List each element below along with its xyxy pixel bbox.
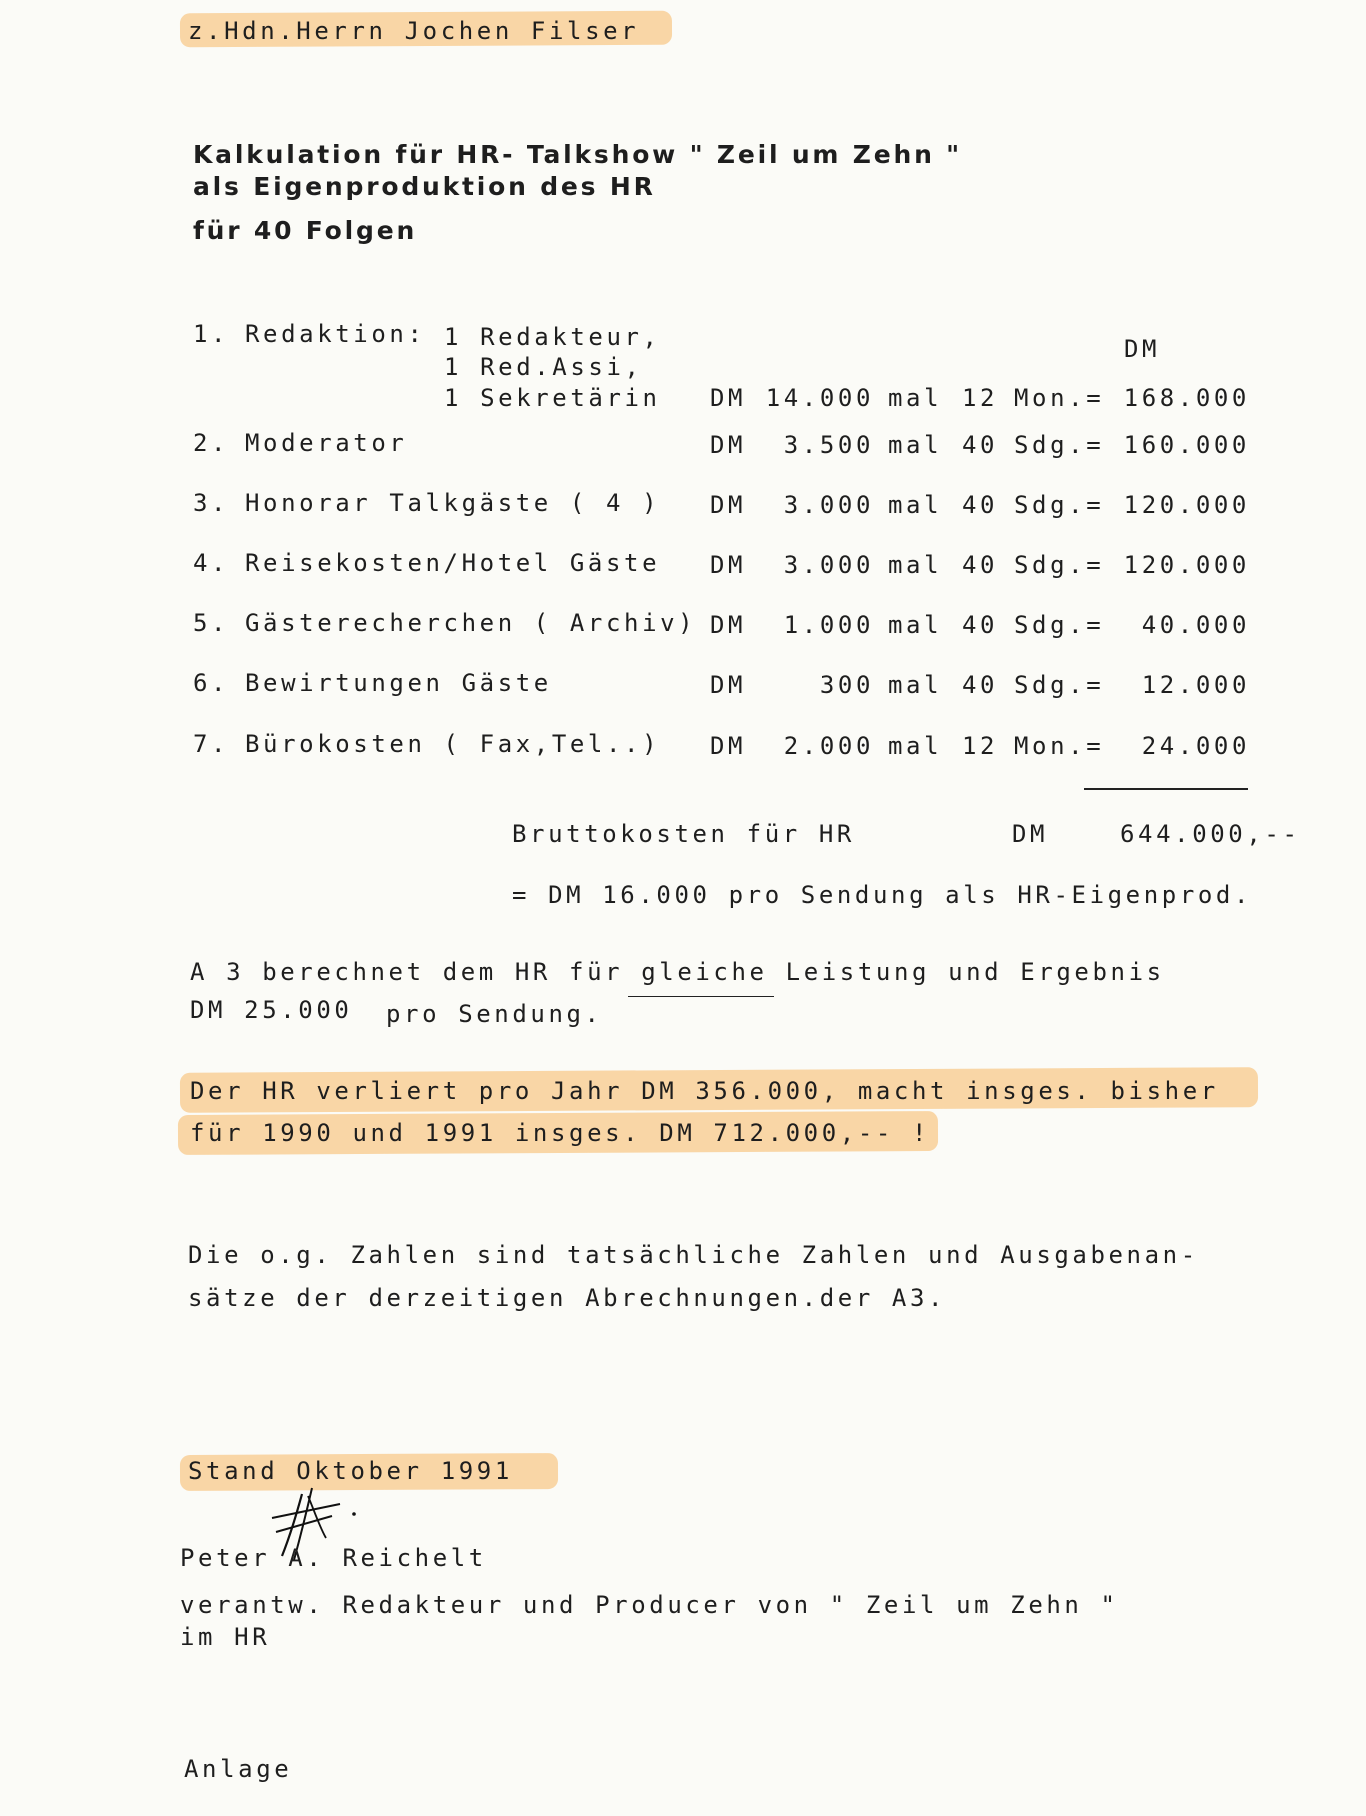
staff-item: 1 Red.Assi,	[444, 353, 643, 381]
row-mal: mal	[888, 671, 943, 699]
row-rate: 3.500	[783, 431, 874, 459]
loss-line1: Der HR verliert pro Jahr DM 356.000, macht insges. bisher	[190, 1077, 1219, 1105]
signer-org: im HR	[180, 1623, 271, 1651]
loss-line2: für 1990 und 1991 insges. DM 712.000,-- !	[190, 1119, 931, 1147]
row-currency: DM	[710, 671, 747, 699]
document-title: Kalkulation für HR- Talkshow " Zeil um Zehn "	[193, 140, 962, 169]
row-mal: mal	[888, 431, 943, 459]
row-rate: 1.000	[783, 611, 874, 639]
episode-count: für 40 Folgen	[193, 216, 418, 245]
row-rate: 14.000	[765, 384, 874, 412]
a3-text-pre: A 3 berechnet dem HR für	[190, 958, 642, 986]
document-subtitle: als Eigenproduktion des HR	[193, 172, 656, 201]
gross-currency: DM	[1012, 820, 1049, 848]
gross-value: 644.000,--	[1120, 820, 1301, 848]
per-show-cost: = DM 16.000 pro Sendung als HR-Eigenprod.	[512, 881, 1253, 909]
row-rate: 2.000	[783, 732, 874, 760]
row-unit: Sdg.=	[1014, 611, 1105, 639]
signer-name: Peter A. Reichelt	[180, 1544, 487, 1572]
row-unit: Sdg.=	[1014, 431, 1105, 459]
row-label: Bürokosten ( Fax,Tel..)	[245, 730, 661, 758]
row-label: Bewirtungen Gäste	[245, 669, 552, 697]
row-currency: DM	[710, 491, 747, 519]
row-number: 5.	[193, 609, 230, 637]
recipient-line: z.Hdn.Herrn Jochen Filser	[188, 17, 640, 45]
gross-label: Bruttokosten für HR	[512, 820, 855, 848]
row-total: 24.000	[1141, 732, 1250, 760]
row-total: 120.000	[1123, 491, 1250, 519]
row-unit: Sdg.=	[1014, 671, 1105, 699]
date-stamp: Stand Oktober 1991	[188, 1457, 513, 1485]
row-label: Gästerecherchen ( Archiv)	[245, 609, 697, 637]
row-count: 40	[962, 491, 999, 519]
row-label: Honorar Talkgäste ( 4 )	[245, 489, 661, 517]
note-line2: sätze der derzeitigen Abrechnungen.der A3.	[188, 1284, 947, 1312]
row-number: 3.	[193, 489, 230, 517]
a3-amount: DM 25.000	[190, 996, 353, 1024]
row-mal: mal	[888, 611, 943, 639]
row-currency: DM	[710, 611, 747, 639]
row-currency: DM	[710, 384, 747, 412]
row-number: 6.	[193, 669, 230, 697]
row-currency: DM	[710, 431, 747, 459]
row-number: 1.	[193, 320, 230, 348]
row-mal: mal	[888, 384, 943, 412]
row-total: 12.000	[1141, 671, 1250, 699]
row-count: 40	[962, 551, 999, 579]
row-count: 40	[962, 611, 999, 639]
signer-title: verantw. Redakteur und Producer von " Zeil um Zehn "	[180, 1591, 1119, 1619]
underline-gleiche	[628, 996, 774, 997]
row-mal: mal	[888, 732, 943, 760]
row-total: 120.000	[1123, 551, 1250, 579]
column-header-dm: DM	[1124, 335, 1161, 363]
staff-item: 1 Redakteur,	[444, 323, 661, 351]
row-mal: mal	[888, 491, 943, 519]
row-count: 12	[962, 732, 999, 760]
row-number: 7.	[193, 730, 230, 758]
row-label: Redaktion:	[245, 320, 426, 348]
row-unit: Mon.=	[1014, 384, 1105, 412]
row-total: 160.000	[1123, 431, 1250, 459]
a3-text-post: Leistung und Ergebnis	[767, 958, 1165, 986]
sum-rule	[1084, 788, 1248, 790]
row-count: 12	[962, 384, 999, 412]
row-rate: 300	[819, 671, 874, 699]
row-total: 168.000	[1123, 384, 1250, 412]
row-number: 4.	[193, 549, 230, 577]
a3-line1	[190, 958, 1165, 986]
row-label: Moderator	[245, 429, 408, 457]
a3-per-show: pro Sendung.	[386, 1000, 603, 1028]
row-count: 40	[962, 671, 999, 699]
row-currency: DM	[710, 551, 747, 579]
row-rate: 3.000	[783, 491, 874, 519]
row-number: 2.	[193, 429, 230, 457]
row-label: Reisekosten/Hotel Gäste	[245, 549, 661, 577]
row-unit: Sdg.=	[1014, 551, 1105, 579]
row-count: 40	[962, 431, 999, 459]
attachment-note: Anlage	[184, 1755, 293, 1783]
row-unit: Sdg.=	[1014, 491, 1105, 519]
row-unit: Mon.=	[1014, 732, 1105, 760]
a3-text-underlined: gleiche	[641, 958, 768, 986]
note-line1: Die o.g. Zahlen sind tatsächliche Zahlen und Ausgabenan-	[188, 1241, 1199, 1269]
row-mal: mal	[888, 551, 943, 579]
staff-item: 1 Sekretärin	[444, 384, 661, 412]
row-rate: 3.000	[783, 551, 874, 579]
row-currency: DM	[710, 732, 747, 760]
row-total: 40.000	[1141, 611, 1250, 639]
